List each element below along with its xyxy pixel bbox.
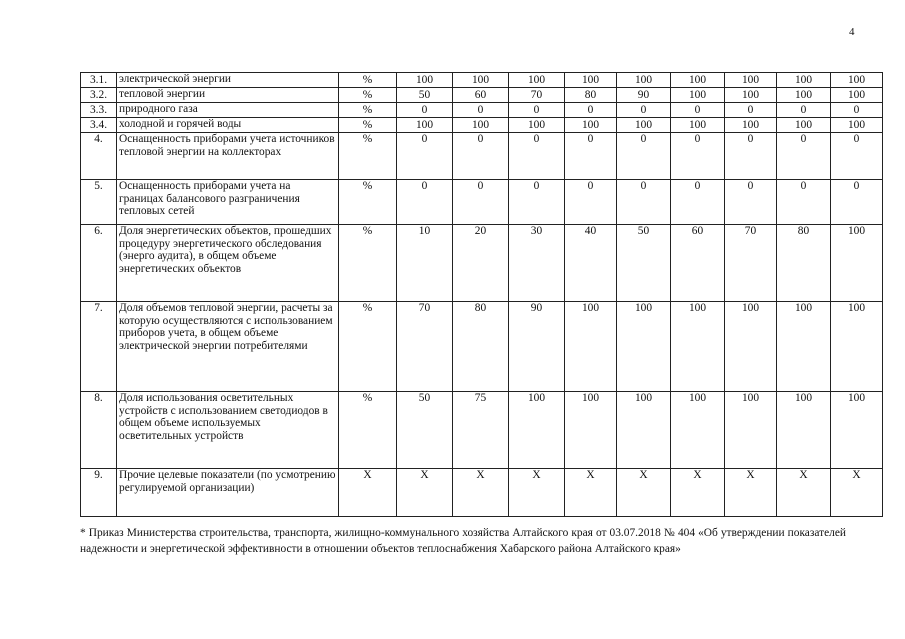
value-cell: 100 [565, 392, 617, 469]
value-cell: 0 [671, 180, 725, 225]
table-row [81, 103, 883, 118]
value-cell: 100 [725, 392, 777, 469]
value-cell: 0 [453, 103, 509, 118]
table-row [81, 469, 883, 517]
value-cell: 0 [397, 133, 453, 180]
value-cell: 80 [453, 302, 509, 392]
indicator-name: Оснащенность приборами учета источников тепловой энергии на коллекторах [117, 133, 339, 180]
unit-cell: % [339, 103, 397, 118]
value-cell: 0 [397, 103, 453, 118]
indicator-name: холодной и горячей воды [117, 118, 339, 133]
unit-cell: % [339, 225, 397, 302]
value-cell: 70 [725, 225, 777, 302]
value-cell: 100 [453, 118, 509, 133]
value-cell: 60 [671, 225, 725, 302]
value-cell: 0 [453, 180, 509, 225]
indicator-name: тепловой энергии [117, 88, 339, 103]
value-cell: 60 [453, 88, 509, 103]
value-cell: 100 [671, 302, 725, 392]
value-cell: 0 [831, 180, 883, 225]
value-cell: 100 [565, 118, 617, 133]
value-cell: 100 [453, 73, 509, 88]
value-cell: 100 [509, 118, 565, 133]
footnote: * Приказ Министерства строительства, транспорта, жилищно-коммунального хозяйства Алтайского края от 03.07.2018 № 404 «Об утверждении показателей надежности и энергетической эффективности в отношении объектов теплоснабжения Хабарского района Алтайского края» [80, 527, 846, 555]
value-cell: 100 [509, 73, 565, 88]
value-cell: 30 [509, 225, 565, 302]
row-number: 3.1. [81, 73, 117, 88]
table-row [81, 73, 883, 88]
value-cell: 70 [509, 88, 565, 103]
value-cell: 100 [617, 73, 671, 88]
value-cell: 0 [671, 103, 725, 118]
row-number: 9. [81, 469, 117, 517]
value-cell: 100 [565, 73, 617, 88]
value-cell: 100 [777, 392, 831, 469]
value-cell: 0 [831, 133, 883, 180]
indicators-table-body [81, 73, 883, 517]
value-cell: 100 [831, 73, 883, 88]
row-number: 6. [81, 225, 117, 302]
value-cell: Х [725, 469, 777, 517]
value-cell: 0 [725, 133, 777, 180]
value-cell: 100 [565, 302, 617, 392]
value-cell: 0 [453, 133, 509, 180]
row-number: 5. [81, 180, 117, 225]
unit-cell: % [339, 118, 397, 133]
value-cell: 0 [617, 180, 671, 225]
value-cell: 100 [725, 118, 777, 133]
value-cell: 40 [565, 225, 617, 302]
value-cell: 90 [617, 88, 671, 103]
value-cell: 0 [777, 133, 831, 180]
value-cell: 100 [777, 88, 831, 103]
value-cell: 100 [777, 73, 831, 88]
unit-cell: % [339, 302, 397, 392]
value-cell: 100 [725, 88, 777, 103]
value-cell: 100 [671, 88, 725, 103]
value-cell: 20 [453, 225, 509, 302]
value-cell: 50 [617, 225, 671, 302]
value-cell: 0 [565, 180, 617, 225]
unit-cell: % [339, 133, 397, 180]
value-cell: 100 [831, 225, 883, 302]
value-cell: 0 [509, 103, 565, 118]
row-number: 3.2. [81, 88, 117, 103]
value-cell: 0 [617, 133, 671, 180]
table-row [81, 225, 883, 302]
row-number: 8. [81, 392, 117, 469]
indicator-name: Доля использования осветительных устройств с использованием светодиодов в общем объеме используемых осветительных устройств [117, 392, 339, 469]
indicator-name: Прочие целевые показатели (по усмотрению регулируемой организации) [117, 469, 339, 517]
indicator-name: природного газа [117, 103, 339, 118]
table-row [81, 133, 883, 180]
value-cell: Х [565, 469, 617, 517]
value-cell: 100 [831, 302, 883, 392]
unit-cell: % [339, 180, 397, 225]
unit-cell: % [339, 73, 397, 88]
value-cell: Х [671, 469, 725, 517]
value-cell: 0 [617, 103, 671, 118]
table-row [81, 88, 883, 103]
value-cell: 100 [617, 302, 671, 392]
value-cell: 0 [777, 103, 831, 118]
value-cell: 80 [777, 225, 831, 302]
indicator-name: Доля энергетических объектов, прошедших процедуру энергетического обследования (энерго аудита), в общем объеме энергетических объектов [117, 225, 339, 302]
value-cell: 100 [725, 302, 777, 392]
table-row [81, 118, 883, 133]
value-cell: 0 [777, 180, 831, 225]
value-cell: 10 [397, 225, 453, 302]
value-cell: 70 [397, 302, 453, 392]
value-cell: Х [397, 469, 453, 517]
value-cell: 100 [831, 88, 883, 103]
value-cell: 0 [509, 180, 565, 225]
indicators-table [80, 72, 883, 517]
row-number: 7. [81, 302, 117, 392]
value-cell: Х [617, 469, 671, 517]
value-cell: 100 [725, 73, 777, 88]
value-cell: 90 [509, 302, 565, 392]
value-cell: 80 [565, 88, 617, 103]
value-cell: 100 [671, 73, 725, 88]
unit-cell: % [339, 392, 397, 469]
value-cell: 50 [397, 392, 453, 469]
value-cell: 0 [565, 133, 617, 180]
value-cell: Х [509, 469, 565, 517]
row-number: 4. [81, 133, 117, 180]
value-cell: 100 [671, 392, 725, 469]
value-cell: 0 [671, 133, 725, 180]
page-number: 4 [849, 26, 855, 38]
table-row [81, 392, 883, 469]
value-cell: 0 [565, 103, 617, 118]
value-cell: 100 [397, 118, 453, 133]
value-cell: 100 [777, 302, 831, 392]
value-cell: 0 [725, 103, 777, 118]
value-cell: 100 [617, 118, 671, 133]
value-cell: 100 [509, 392, 565, 469]
value-cell: 100 [671, 118, 725, 133]
value-cell: 75 [453, 392, 509, 469]
value-cell: 0 [831, 103, 883, 118]
value-cell: 100 [831, 118, 883, 133]
value-cell: 0 [397, 180, 453, 225]
table-row [81, 180, 883, 225]
value-cell: 100 [617, 392, 671, 469]
indicator-name: электрической энергии [117, 73, 339, 88]
unit-cell: % [339, 88, 397, 103]
table-row [81, 302, 883, 392]
row-number: 3.3. [81, 103, 117, 118]
unit-cell: Х [339, 469, 397, 517]
value-cell: 0 [725, 180, 777, 225]
row-number: 3.4. [81, 118, 117, 133]
value-cell: Х [453, 469, 509, 517]
value-cell: 100 [397, 73, 453, 88]
value-cell: 100 [777, 118, 831, 133]
value-cell: Х [777, 469, 831, 517]
value-cell: 50 [397, 88, 453, 103]
value-cell: 0 [509, 133, 565, 180]
value-cell: Х [831, 469, 883, 517]
value-cell: 100 [831, 392, 883, 469]
indicator-name: Оснащенность приборами учета на границах балансового разграничения тепловых сетей [117, 180, 339, 225]
indicator-name: Доля объемов тепловой энергии, расчеты за которую осуществляются с использованием приборов учета, в общем объеме электрической энергии потребителями [117, 302, 339, 392]
